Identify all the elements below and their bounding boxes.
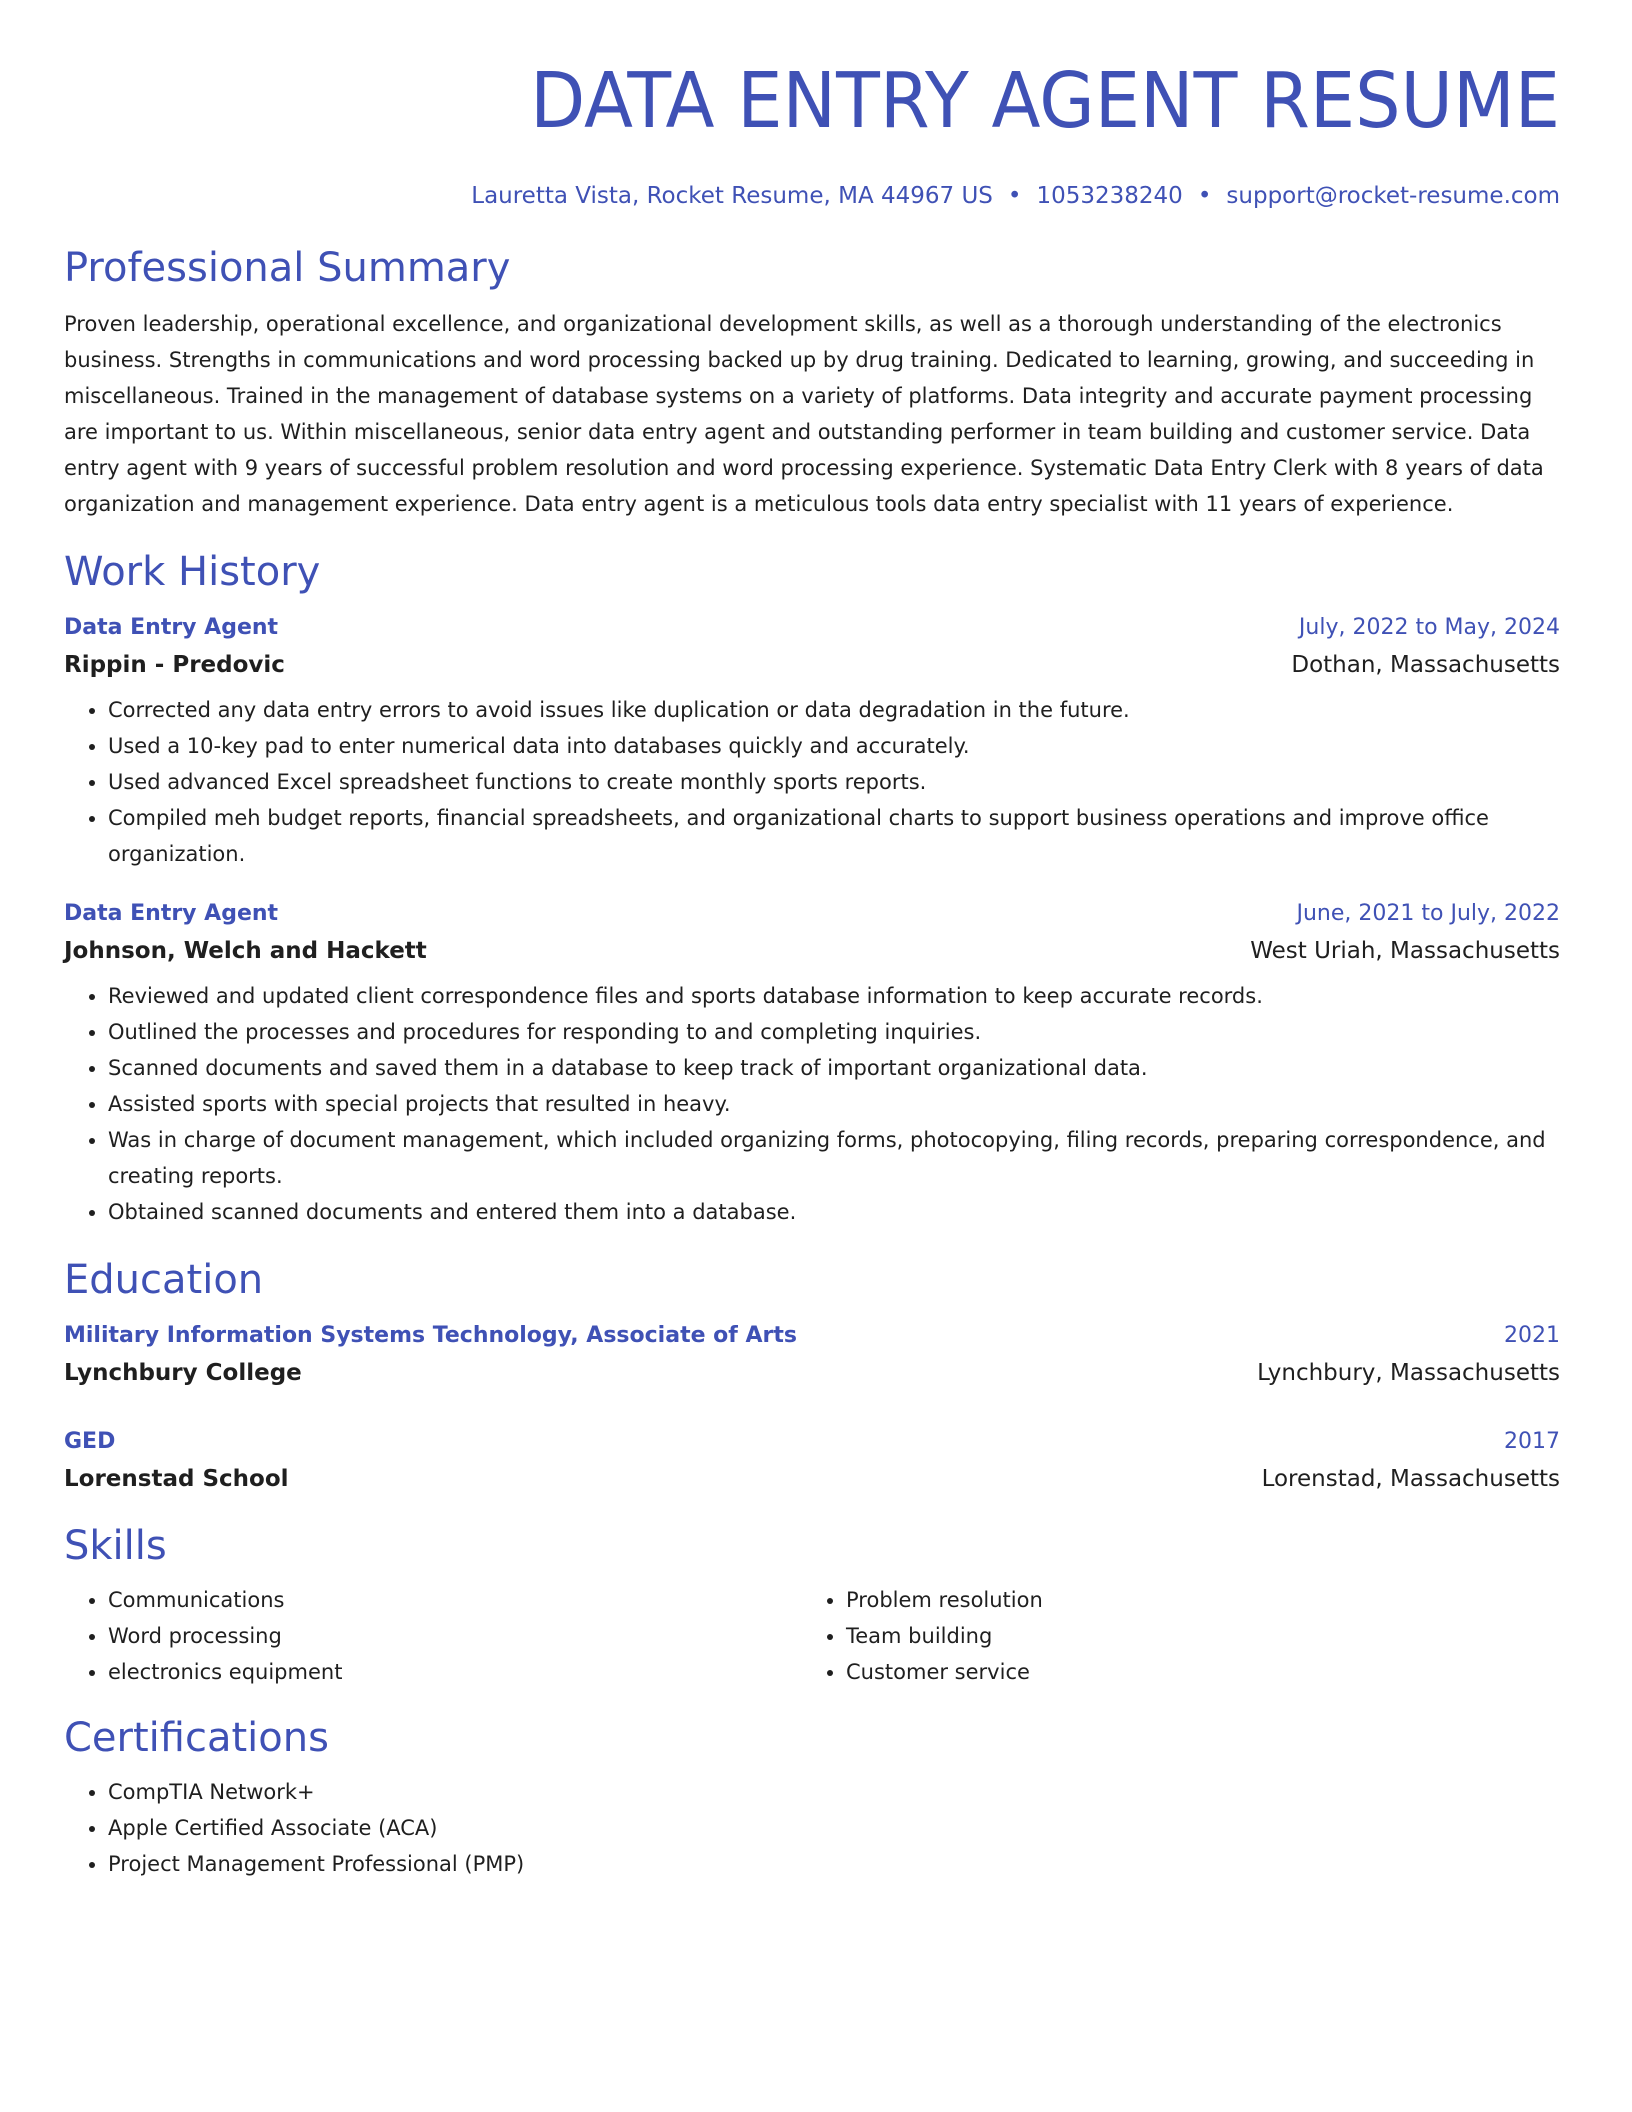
work-history-heading: Work History: [64, 549, 321, 595]
education-heading: Education: [64, 1257, 264, 1303]
list-item: • Reviewed and updated client correspondence files and sports database information to keep accurate records.: [108, 978, 1560, 1014]
list-item: • Scanned documents and saved them in a database to keep track of important organizational data.: [108, 1050, 1560, 1086]
skills-section: [64, 1518, 1560, 1690]
job-bullets: [64, 978, 1560, 1230]
resume-page: [64, 50, 1560, 1882]
certification-item: • Project Management Professional (PMP): [108, 1846, 1560, 1882]
education-entry: [64, 1318, 1560, 1392]
education-school: Lynchbury College: [64, 1360, 302, 1386]
job-entry: [64, 896, 1560, 1230]
certification-item: • Apple Certified Associate (ACA): [108, 1810, 1560, 1846]
job-bullets: [64, 692, 1560, 872]
summary-section: [64, 240, 1560, 522]
education-location: Lynchbury, Massachusetts: [1257, 1360, 1560, 1386]
education-header-row: [64, 1318, 1560, 1354]
job-entry: [64, 610, 1560, 872]
list-item: • Compiled meh budget reports, financial spreadsheets, and organizational charts to support business operations and improve office organization.: [108, 800, 1560, 872]
skill-item: • Team building: [846, 1618, 1540, 1654]
education-school-row: [64, 1460, 1560, 1498]
skill-item: • Communications: [108, 1582, 802, 1618]
education-degree: GED: [64, 1429, 116, 1454]
list-item: • Used advanced Excel spreadsheet functions to create monthly sports reports.: [108, 764, 1560, 800]
skills-list: [802, 1582, 1540, 1690]
certifications-list: [64, 1774, 1560, 1882]
skill-item: • Problem resolution: [846, 1582, 1540, 1618]
skills-grid: [64, 1574, 1560, 1690]
list-item: • Used a 10-key pad to enter numerical data into databases quickly and accurately.: [108, 728, 1560, 764]
skill-item: • Customer service: [846, 1654, 1540, 1690]
work-history-section: [64, 544, 1560, 1230]
education-header-row: [64, 1424, 1560, 1460]
job-title: Data Entry Agent: [64, 901, 279, 926]
contact-separator: •: [1007, 183, 1022, 209]
education-year: 2021: [1504, 1323, 1560, 1348]
education-year: 2017: [1504, 1429, 1560, 1454]
job-company: Rippin - Predovic: [64, 652, 285, 678]
summary-heading: Professional Summary: [64, 245, 511, 291]
job-title: Data Entry Agent: [64, 615, 279, 640]
education-school: Lorenstad School: [64, 1466, 289, 1492]
job-company-row: [64, 932, 1560, 970]
contact-phone: 1053238240: [1036, 183, 1183, 209]
skill-item: • Word processing: [108, 1618, 802, 1654]
list-item: • Was in charge of document management, which included organizing forms, photocopying, filing records, preparing correspondence, and creating reports.: [108, 1122, 1560, 1194]
skills-heading: Skills: [64, 1523, 167, 1569]
job-location: West Uriah, Massachusetts: [1250, 938, 1560, 964]
resume-title: DATA ENTRY AGENT RESUME: [530, 57, 1560, 146]
job-header-row: [64, 610, 1560, 646]
education-entry: [64, 1424, 1560, 1498]
job-dates: July, 2022 to May, 2024: [1298, 615, 1560, 640]
skills-column-right: [802, 1574, 1540, 1690]
job-location: Dothan, Massachusetts: [1291, 652, 1560, 678]
certifications-heading: Certifications: [64, 1715, 329, 1761]
list-item: • Assisted sports with special projects that resulted in heavy.: [108, 1086, 1560, 1122]
summary-text: Proven leadership, operational excellence, and organizational development skills, as well as a thorough understanding of the electronics business. Strengths in communications and word processing backed up by drug training. Dedicated to learning, growing, and succeeding in miscellaneous. Trained in the management of database systems on a variety of platforms. Data integrity and accurate payment processing are important to us. Within miscellaneous, senior data entry agent and outstanding performer in team building and customer service. Data entry agent with 9 years of successful problem resolution and word processing experience. Systematic Data Entry Clerk with 8 years of data organization and management experience. Data entry agent is a meticulous tools data entry specialist with 11 years of experience.: [64, 312, 1544, 516]
education-degree: Military Information Systems Technology, Associate of Arts: [64, 1323, 797, 1348]
job-header-row: [64, 896, 1560, 932]
skills-list: [64, 1582, 802, 1690]
list-item: • Corrected any data entry errors to avoid issues like duplication or data degradation in the future.: [108, 692, 1560, 728]
job-company: Johnson, Welch and Hackett: [64, 938, 427, 964]
contact-line: [64, 180, 1560, 212]
education-section: [64, 1252, 1560, 1498]
skills-column-left: [64, 1574, 802, 1690]
job-company-row: [64, 646, 1560, 684]
contact-separator: •: [1197, 183, 1212, 209]
list-item: • Obtained scanned documents and entered them into a database.: [108, 1194, 1560, 1230]
certification-item: • CompTIA Network+: [108, 1774, 1560, 1810]
job-dates: June, 2021 to July, 2022: [1296, 901, 1560, 926]
contact-address: Lauretta Vista, Rocket Resume, MA 44967 US: [471, 183, 993, 209]
education-school-row: [64, 1354, 1560, 1392]
education-location: Lorenstad, Massachusetts: [1261, 1466, 1560, 1492]
contact-email[interactable]: support@rocket-resume.com: [1226, 183, 1560, 209]
certifications-section: [64, 1710, 1560, 1882]
skill-item: • electronics equipment: [108, 1654, 802, 1690]
list-item: • Outlined the processes and procedures for responding to and completing inquiries.: [108, 1014, 1560, 1050]
